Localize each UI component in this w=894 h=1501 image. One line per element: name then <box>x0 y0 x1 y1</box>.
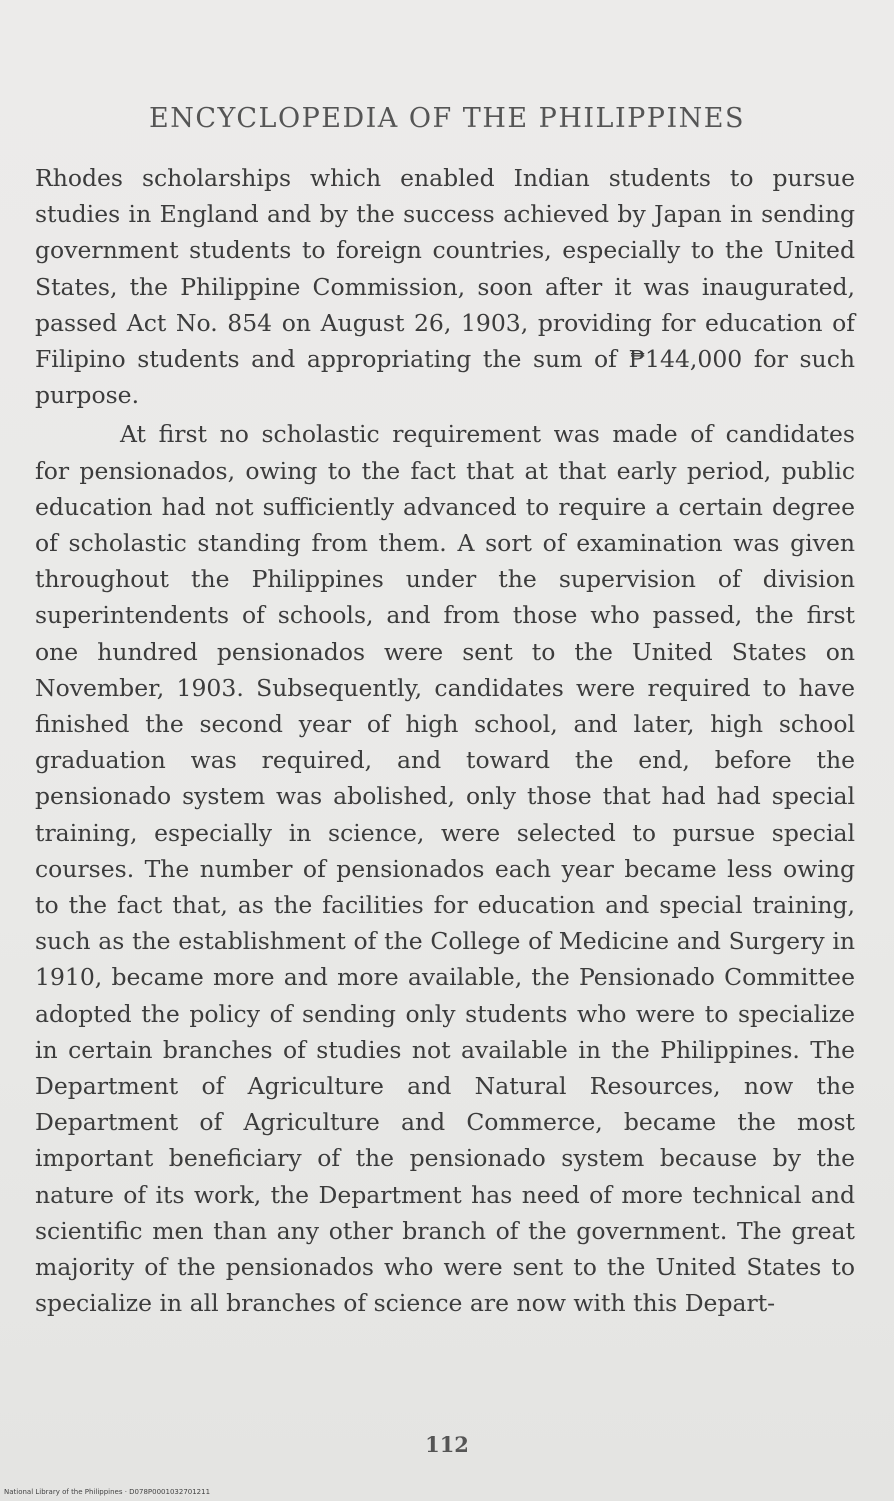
scan-credit: National Library of the Philippines · D078P0001032701211 <box>4 1488 211 1496</box>
paragraph-continued: Rhodes scholarships which enabled Indian students to pursue studies in England and by the success achieved by Japan in sending government students to foreign countries, especially to the United States, the Philippine Commission, soon after it was inaugurated, passed Act No. 854 on August 26, 1903, providing for education of Filipino students and appropriating the sum of ₱144,000 for such purpose. <box>35 164 855 410</box>
running-head: ENCYCLOPEDIA OF THE PHILIPPINES <box>149 103 745 134</box>
page-number: 112 <box>425 1432 469 1457</box>
paragraph-pensionados: At first no scholastic requirement was made of candidates for pensionados, owing to the fact that at that early period, public education had not sufficiently advanced to require a certain degree of scholastic standing from them. A sort of examination was given throughout the Philippines under the supervision of division superintendents of schools, and from those who passed, the first one hundred pensionados were sent to the United States on November, 1903. Subsequently, candidates were required to have finished the second year of high school, and later, high school graduation was required, and toward the end, before the pensionado system was abolished, only those that had had special training, especially in science, were selected to pursue special courses. The number of pensionados each year became less owing to the fact that, as the facilities for education and special training, such as the establishment of the College of Medicine and Surgery in 1910, became more and more available, the Pensionado Committee adopted the policy of sending only students who were to specialize in certain branches of studies not available in the Philippines. The Department of Agriculture and Natural Resources, now the Department of Agriculture and Commerce, became the most important beneficiary of the pensionado system because by the nature of its work, the Department has need of more technical and scientific men than any other branch of the government. The great majority of the pensionados who were sent to the United States to specialize in all branches of science are now with this Depart- <box>35 420 855 1318</box>
body-text <box>35 160 855 1322</box>
